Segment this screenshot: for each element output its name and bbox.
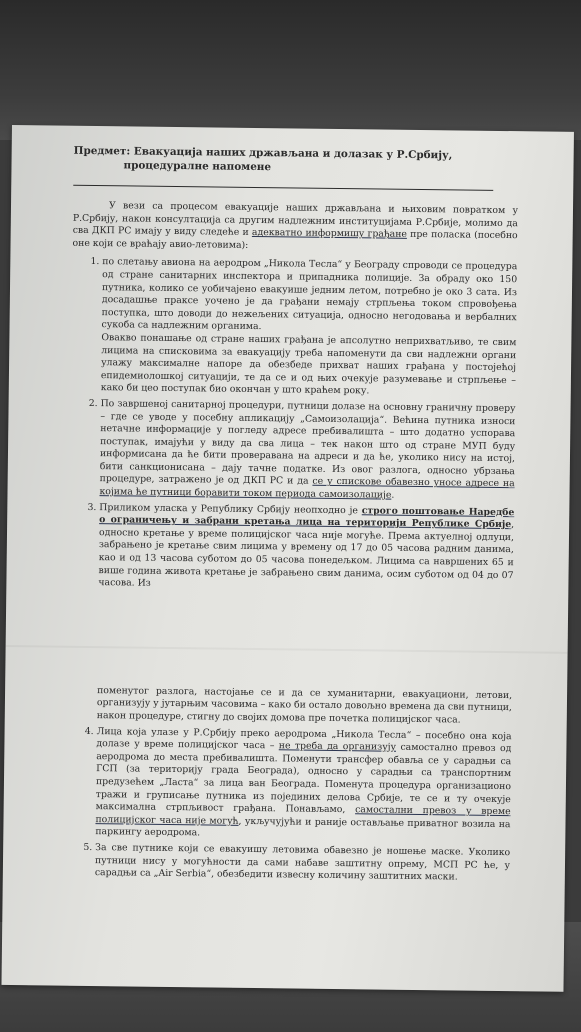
item-4-body: Лица која улазе у Р.Србију преко аеродрома „Никола Тесла“ – посебно она која долазе у време полицијског часа – (96, 725, 512, 752)
subject-line-2: процедуралне напомене (123, 159, 272, 174)
item-3-body-end: , односно кретање у време полицијског часа није могуће. Према актуелној одлуци, забрањено је кретање свим лицима у времену од 17 до 05 часова радним данима, као и од 13 часова суботом до 05 часова понедељком. Лицима са навршених 65 и више година живота кретање је забрањено свим данима, осим суботом од 04 до 07 часова. Из (98, 519, 515, 589)
item-3-bold-underlined: строго поштовање Наредбе о ограничењу и забрани кретања лица на територији Републике Србије (99, 504, 515, 531)
item-1-text-2: Овакво понашање од стране наших грађана је апсолутно неприхватљиво, те свим лицима на списковима за евакуацију треба напоменути да сви надлежни органи улажу максималне напоре да обезбеде прихват наших грађана у постојећој епидемиолошкој ситуацији, те да се и од њих очекује разумевање и стрпљење – како би цео поступак био окончан у што краћем року. (100, 332, 517, 397)
item-2-end: . (391, 489, 395, 501)
document-body (65, 144, 519, 888)
list-item-3 (98, 502, 514, 595)
document-page (1, 125, 573, 992)
item-4-underlined-1: не треба да организују (278, 740, 397, 753)
intro-paragraph (72, 200, 518, 256)
item-4-underlined-2: самостални превоз у време полицијског часа није могућ (95, 804, 511, 827)
item-5-text: 5. За све путнике који се евакуишу летовима обавезно је ношење маске. Уколико путници нису у могућности да сами набаве заштитну опрему, МСП РС ће, у сарадњи са „Air Serbia“, обезбедити извесну количину заштитних маски. (94, 842, 511, 883)
header-rule (73, 185, 493, 191)
item-4-text (95, 726, 511, 844)
list-item-5 (95, 842, 510, 885)
intro-text: У вези са процесом евакуације наших држављана и њиховим повратком у Р.Србију, након консултација са другим надлежним институцијама Р.Србије, молимо да сва ДКП РС имају у виду следеће и (72, 200, 519, 239)
list-item-2 (99, 398, 515, 504)
list-item-1 (101, 256, 518, 400)
subject-title: Евакуација наших држављана и долазак у Р.Србију, (133, 145, 453, 162)
list-item-4 (95, 726, 511, 844)
item-2-text (99, 398, 515, 504)
intro-text-end: пре поласка (посебно оне који се враћају авио-летовима): (72, 229, 518, 251)
numbered-list (68, 256, 517, 595)
item-4-body-end: , укључујући и раније остављање приватног возила на паркингу аеродрома. (95, 815, 511, 839)
intro-underlined: адекватно информишу грађане (251, 227, 407, 241)
subject-label: Предмет: (73, 144, 131, 158)
item-2-body: По завршеној санитарној процедури, путници долазе на основну граничну проверу – где се уводе у посебну апликацију „Самоизолација“. Већина путника износи нетачне информације у погледу адресе пребивалишта – што додатно успорава поступак, имајући у виду да сва лица – тек након што од стране МУП буду информисана да ће бити проверавана на адреси и да ће, уколико нису на истој, бити санкционисана – дају тачне податке. Из овог разлога, односно убрзања процедуре, затражено је од ДКП РС и да (99, 398, 516, 488)
item-3-continuation: поменутог разлога, настојање се и да се хуманитарни, евакуациони, летови, организују у јутарњим часовима – како би остало довољно времена да сви путници, након процедуре, стигну до својих домова пре почетка полицијског часа. (96, 684, 513, 726)
background-top (0, 0, 581, 140)
page-gap (67, 593, 513, 690)
item-4-body-2: самостално превоз од аеродрома до места пребивалишта. Поменути трансфер обавља се у сарадњи са ГСП (за територију града Београда), односно у сарадњи са транспортним предузећем „Ласта“ за лица ван Београда. Поменута процедура организационо тражи и груписање путника из појединих делова Србије, те се и ту очекује максимална стрпљивост грађана. Понављамо, (95, 741, 512, 816)
item-1-text: 1. по слетању авиона на аеродром „Никола Тесла“ у Београду спроводи се процедура од стране санитарних инспектора и припадника полиције. За обраду око 150 путника, колико се уобичајено евакуише једним летом, потребно је око 3 сата. Из досадашње праксе уочено је да грађани немају стрпљења током спровођења поступка, што доводи до нежељених ситуација, односно негодовања и вербалних сукоба са надлежним органима. (101, 256, 518, 333)
item-3-body: Приликом уласка у Републику Србију неопходно је (99, 501, 362, 516)
item-2-underlined: се у спискове обавезно уносе адресе на којима ће путници боравити током периода самоизолације (99, 476, 515, 501)
item-3-text (98, 502, 514, 595)
numbered-list-continued (65, 725, 512, 885)
